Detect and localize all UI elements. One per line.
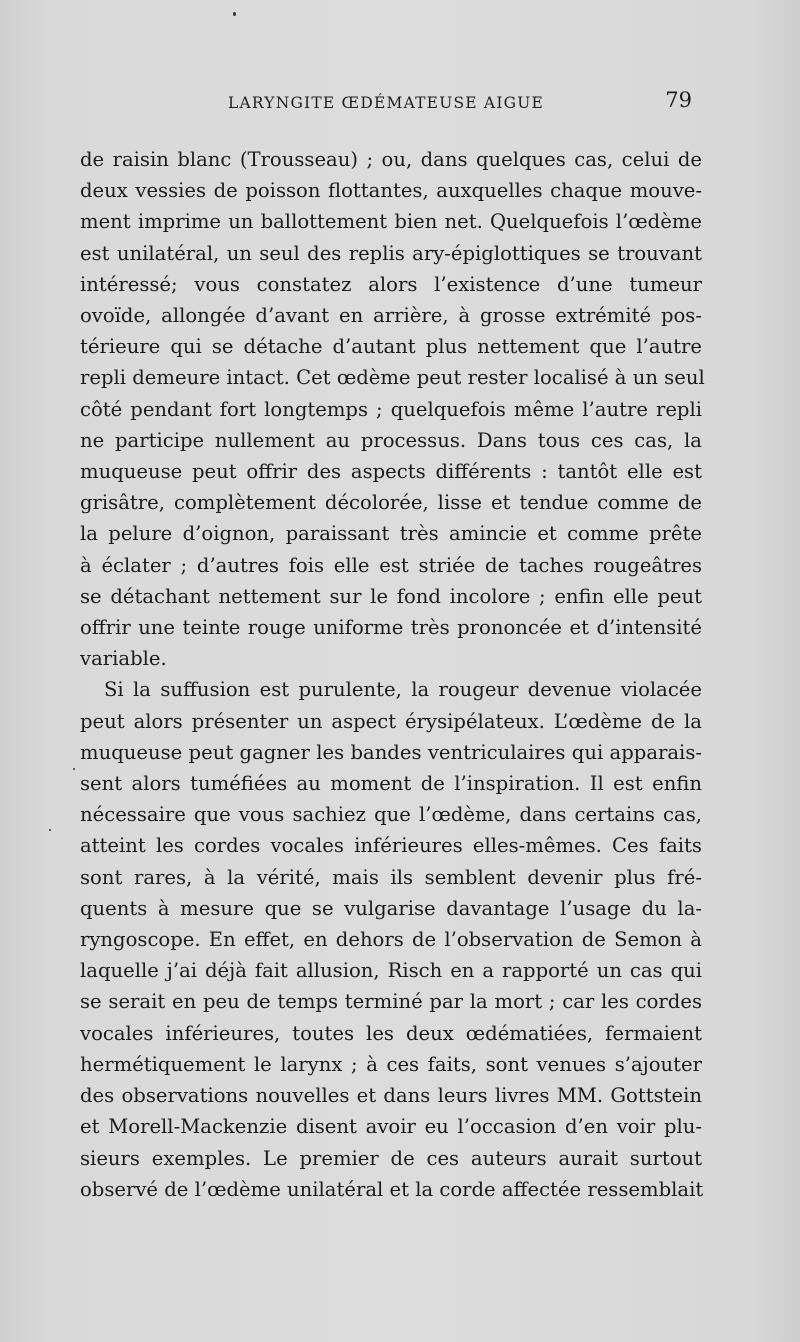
text-line: atteint les cordes vocales inférieures elles-mêmes. Ces faits bbox=[80, 834, 702, 858]
running-title: LARYNGITE ŒDÉMATEUSE AIGUE bbox=[228, 94, 544, 112]
text-line: hermétiquement le larynx ; à ces faits, sont venues s’ajouter bbox=[80, 1052, 702, 1076]
text-line: se détachant nettement sur le fond incolore ; enfin elle peut bbox=[80, 584, 702, 608]
text-line: grisâtre, complètement décolorée, lisse et tendue comme de bbox=[80, 491, 702, 515]
text-line: à éclater ; d’autres fois elle est striée de taches rougeâtres bbox=[80, 553, 702, 577]
text-line: intéressé; vous constatez alors l’existence d’une tumeur bbox=[80, 272, 702, 296]
ink-speck bbox=[49, 829, 51, 831]
text-line: des observations nouvelles et dans leurs livres MM. Gottstein bbox=[80, 1084, 702, 1108]
text-line: ryngoscope. En effet, en dehors de l’observation de Semon à bbox=[80, 928, 702, 952]
paragraph bbox=[80, 144, 705, 674]
text-line: Si la suffusion est purulente, la rougeur devenue violacée bbox=[104, 678, 702, 702]
text-line: muqueuse peut gagner les bandes ventriculaires qui apparais- bbox=[80, 740, 702, 764]
text-line: ne participe nullement au processus. Dans tous ces cas, la bbox=[80, 428, 702, 452]
paragraph bbox=[80, 674, 702, 1204]
text-line: ovoïde, allongée d’avant en arrière, à grosse extrémité pos- bbox=[80, 304, 702, 328]
text-line: quents à mesure que se vulgarise davantage l’usage du la- bbox=[80, 896, 702, 920]
text-line: repli demeure intact. Cet œdème peut rester localisé à un seul bbox=[80, 366, 705, 390]
body-text bbox=[80, 144, 705, 1205]
ink-speck bbox=[73, 768, 75, 770]
text-line: ment imprime un ballottement bien net. Quelquefois l’œdème bbox=[80, 210, 702, 234]
text-line: peut alors présenter un aspect érysipélateux. L’œdème de la bbox=[80, 709, 702, 733]
text-line: et Morell-Mackenzie disent avoir eu l’occasion d’en voir plu- bbox=[80, 1115, 702, 1139]
text-line: deux vessies de poisson flottantes, auxquelles chaque mouve- bbox=[80, 179, 702, 203]
text-line: sent alors tuméfiées au moment de l’inspiration. Il est enfin bbox=[80, 772, 702, 796]
text-line: de raisin blanc (Trousseau) ; ou, dans quelques cas, celui de bbox=[80, 148, 702, 171]
text-line: observé de l’œdème unilatéral et la corde affectée ressemblait bbox=[80, 1177, 704, 1201]
ink-speck bbox=[233, 12, 236, 16]
text-line: vocales inférieures, toutes les deux œdématiées, fermaient bbox=[80, 1021, 702, 1045]
running-head bbox=[80, 88, 692, 118]
text-line: laquelle j’ai déjà fait allusion, Risch en a rapporté un cas qui bbox=[80, 959, 702, 983]
text-line: offrir une teinte rouge uniforme très prononcée et d’intensité bbox=[80, 616, 702, 640]
page-number: 79 bbox=[665, 88, 692, 112]
text-line: sont rares, à la vérité, mais ils semblent devenir plus fré- bbox=[80, 865, 702, 889]
text-line: côté pendant fort longtemps ; quelquefois même l’autre repli bbox=[80, 397, 702, 421]
text-line: la pelure d’oignon, paraissant très amincie et comme prête bbox=[80, 522, 702, 546]
text-line: variable. bbox=[80, 647, 167, 671]
text-line: se serait en peu de temps terminé par la mort ; car les cordes bbox=[80, 990, 702, 1014]
text-line: sieurs exemples. Le premier de ces auteurs aurait surtout bbox=[80, 1146, 702, 1170]
text-line: est unilatéral, un seul des replis ary-épiglottiques se trouvant bbox=[80, 241, 702, 265]
text-line: nécessaire que vous sachiez que l’œdème, dans certains cas, bbox=[80, 803, 702, 827]
text-line: térieure qui se détache d’autant plus nettement que l’autre bbox=[80, 335, 702, 359]
text-line: muqueuse peut offrir des aspects différents : tantôt elle est bbox=[80, 460, 702, 484]
